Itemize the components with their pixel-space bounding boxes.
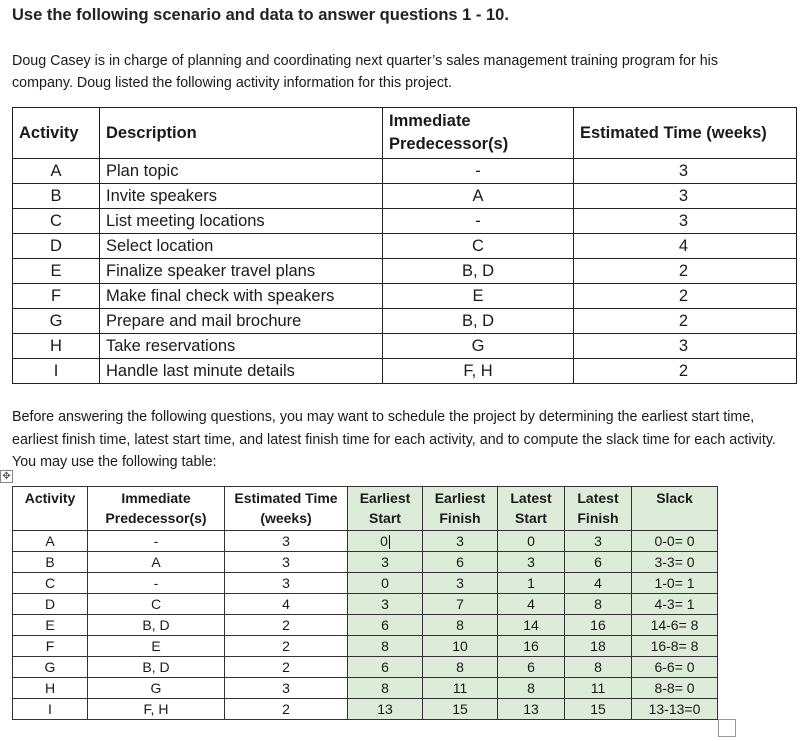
cell-description: List meeting locations — [100, 209, 383, 234]
cell-latest-start[interactable]: 8 — [498, 678, 565, 699]
cell-latest-start[interactable]: 4 — [498, 594, 565, 615]
schedule-table[interactable] — [12, 486, 718, 720]
table-row[interactable] — [13, 636, 718, 657]
col-latest-start: Latest Start — [498, 487, 565, 531]
cell-latest-start[interactable]: 6 — [498, 657, 565, 678]
cell-description: Finalize speaker travel plans — [100, 259, 383, 284]
cell-predecessors: - — [383, 209, 574, 234]
activity-table-header — [13, 108, 797, 159]
cell-earliest-start[interactable]: 0 — [348, 531, 423, 552]
cell-latest-finish[interactable]: 8 — [565, 594, 632, 615]
cell-slack[interactable]: 4-3= 1 — [632, 594, 718, 615]
cell-activity: D — [13, 234, 100, 259]
cell-predecessors: - — [383, 159, 574, 184]
table-row[interactable] — [13, 552, 718, 573]
cell-activity: B — [13, 552, 88, 573]
cell-time: 2 — [225, 636, 348, 657]
cell-activity: H — [13, 678, 88, 699]
cell-predecessors: E — [383, 284, 574, 309]
page-heading: Use the following scenario and data to answer questions 1 - 10. — [12, 6, 509, 24]
cell-slack[interactable]: 3-3= 0 — [632, 552, 718, 573]
table-row — [13, 234, 797, 259]
cell-time: 2 — [574, 359, 797, 384]
cell-earliest-finish[interactable]: 6 — [423, 552, 498, 573]
cell-latest-finish[interactable]: 11 — [565, 678, 632, 699]
cell-latest-start[interactable]: 1 — [498, 573, 565, 594]
col-activity: Activity — [13, 108, 100, 159]
cell-time: 3 — [225, 573, 348, 594]
table-row — [13, 359, 797, 384]
table-row[interactable] — [13, 573, 718, 594]
cell-predecessors: B, D — [88, 657, 225, 678]
cell-predecessors: C — [383, 234, 574, 259]
table-row[interactable] — [13, 594, 718, 615]
cell-earliest-finish[interactable]: 8 — [423, 657, 498, 678]
cell-time: 3 — [574, 334, 797, 359]
resize-handle-icon[interactable] — [718, 719, 736, 737]
text-cursor — [389, 535, 390, 549]
table-row — [13, 209, 797, 234]
cell-activity: F — [13, 284, 100, 309]
cell-time: 4 — [574, 234, 797, 259]
cell-activity: E — [13, 259, 100, 284]
cell-slack[interactable]: 6-6= 0 — [632, 657, 718, 678]
cell-predecessors: C — [88, 594, 225, 615]
cell-slack[interactable]: 13-13=0 — [632, 699, 718, 720]
cell-time: 3 — [574, 209, 797, 234]
cell-latest-finish[interactable]: 16 — [565, 615, 632, 636]
cell-latest-finish[interactable]: 3 — [565, 531, 632, 552]
cell-latest-start[interactable]: 13 — [498, 699, 565, 720]
cell-earliest-start[interactable]: 8 — [348, 636, 423, 657]
col-estimated-time: Estimated Time (weeks) — [574, 108, 797, 159]
cell-time: 2 — [574, 284, 797, 309]
cell-activity: A — [13, 159, 100, 184]
cell-latest-finish[interactable]: 8 — [565, 657, 632, 678]
cell-predecessors: - — [88, 573, 225, 594]
cell-predecessors: E — [88, 636, 225, 657]
cell-latest-start[interactable]: 14 — [498, 615, 565, 636]
cell-activity: I — [13, 699, 88, 720]
col-earliest-start: Earliest Start — [348, 487, 423, 531]
cell-time: 3 — [225, 678, 348, 699]
cell-earliest-finish[interactable]: 8 — [423, 615, 498, 636]
cell-activity: C — [13, 573, 88, 594]
cell-earliest-finish[interactable]: 15 — [423, 699, 498, 720]
cell-activity: H — [13, 334, 100, 359]
instructions-paragraph: Before answering the following questions, you may want to schedule the project by determining the earliest start time, earliest finish time, latest start time, and latest finish time for each activity, and to compute the slack time for each activity. You may use the following table: — [12, 409, 776, 470]
cell-predecessors: B, D — [88, 615, 225, 636]
cell-description: Invite speakers — [100, 184, 383, 209]
col-estimated-time: Estimated Time (weeks) — [225, 487, 348, 531]
table-row[interactable] — [13, 615, 718, 636]
cell-slack[interactable]: 14-6= 8 — [632, 615, 718, 636]
cell-description: Take reservations — [100, 334, 383, 359]
table-row — [13, 259, 797, 284]
cell-time: 2 — [225, 657, 348, 678]
cell-time: 2 — [225, 699, 348, 720]
cell-description: Plan topic — [100, 159, 383, 184]
cell-activity: F — [13, 636, 88, 657]
cell-time: 2 — [574, 259, 797, 284]
cell-time: 3 — [574, 159, 797, 184]
cell-earliest-start[interactable]: 6 — [348, 615, 423, 636]
intro-paragraph: Doug Casey is in charge of planning and coordinating next quarter’s sales management training program for his company. Doug listed the following activity information for this project. — [12, 53, 718, 91]
table-row[interactable] — [13, 678, 718, 699]
cell-earliest-start[interactable]: 6 — [348, 657, 423, 678]
col-predecessors: Immediate Predecessor(s) — [383, 108, 574, 159]
cell-description: Prepare and mail brochure — [100, 309, 383, 334]
cell-activity: D — [13, 594, 88, 615]
cell-activity: E — [13, 615, 88, 636]
cell-description: Select location — [100, 234, 383, 259]
cell-activity: A — [13, 531, 88, 552]
cell-earliest-start[interactable]: 0 — [348, 573, 423, 594]
table-row — [13, 184, 797, 209]
cell-activity: G — [13, 657, 88, 678]
cell-predecessors: A — [383, 184, 574, 209]
cell-latest-start[interactable]: 16 — [498, 636, 565, 657]
table-row[interactable] — [13, 531, 718, 552]
cell-predecessors: B, D — [383, 259, 574, 284]
cell-earliest-start[interactable]: 8 — [348, 678, 423, 699]
cell-predecessors: B, D — [383, 309, 574, 334]
cell-latest-finish[interactable]: 6 — [565, 552, 632, 573]
table-row — [13, 159, 797, 184]
col-earliest-finish: Earliest Finish — [423, 487, 498, 531]
cell-predecessors: G — [383, 334, 574, 359]
cell-latest-finish[interactable]: 18 — [565, 636, 632, 657]
cell-slack[interactable]: 1-0= 1 — [632, 573, 718, 594]
cell-activity: I — [13, 359, 100, 384]
cell-time: 3 — [574, 184, 797, 209]
col-latest-finish: Latest Finish — [565, 487, 632, 531]
activity-table — [12, 107, 797, 384]
cell-predecessors: F, H — [383, 359, 574, 384]
table-row — [13, 334, 797, 359]
table-row — [13, 309, 797, 334]
cell-time: 2 — [225, 615, 348, 636]
cell-time: 3 — [225, 531, 348, 552]
col-predecessors: Immediate Predecessor(s) — [88, 487, 225, 531]
cell-earliest-finish[interactable]: 10 — [423, 636, 498, 657]
cell-latest-start[interactable]: 0 — [498, 531, 565, 552]
cell-earliest-start[interactable]: 3 — [348, 552, 423, 573]
move-icon[interactable]: ✥ — [0, 470, 13, 483]
cell-predecessors: G — [88, 678, 225, 699]
cell-earliest-finish[interactable]: 7 — [423, 594, 498, 615]
cell-activity: G — [13, 309, 100, 334]
cell-predecessors: A — [88, 552, 225, 573]
cell-time: 3 — [225, 552, 348, 573]
cell-activity: B — [13, 184, 100, 209]
cell-description: Make final check with speakers — [100, 284, 383, 309]
cell-earliest-finish[interactable]: 11 — [423, 678, 498, 699]
cell-earliest-finish[interactable]: 3 — [423, 573, 498, 594]
cell-activity: C — [13, 209, 100, 234]
cell-earliest-start[interactable]: 3 — [348, 594, 423, 615]
cell-description: Handle last minute details — [100, 359, 383, 384]
col-activity: Activity — [13, 487, 88, 531]
table-row — [13, 284, 797, 309]
cell-predecessors: F, H — [88, 699, 225, 720]
cell-slack[interactable]: 0-0= 0 — [632, 531, 718, 552]
cell-time: 4 — [225, 594, 348, 615]
table-row[interactable] — [13, 657, 718, 678]
cell-earliest-start[interactable]: 13 — [348, 699, 423, 720]
table-row[interactable] — [13, 699, 718, 720]
cell-latest-finish[interactable]: 4 — [565, 573, 632, 594]
cell-predecessors: - — [88, 531, 225, 552]
col-slack: Slack — [632, 487, 718, 531]
cell-slack[interactable]: 8-8= 0 — [632, 678, 718, 699]
cell-slack[interactable]: 16-8= 8 — [632, 636, 718, 657]
cell-latest-start[interactable]: 3 — [498, 552, 565, 573]
schedule-table-header — [13, 487, 718, 531]
cell-time: 2 — [574, 309, 797, 334]
col-description: Description — [100, 108, 383, 159]
cell-latest-finish[interactable]: 15 — [565, 699, 632, 720]
cell-earliest-finish[interactable]: 3 — [423, 531, 498, 552]
